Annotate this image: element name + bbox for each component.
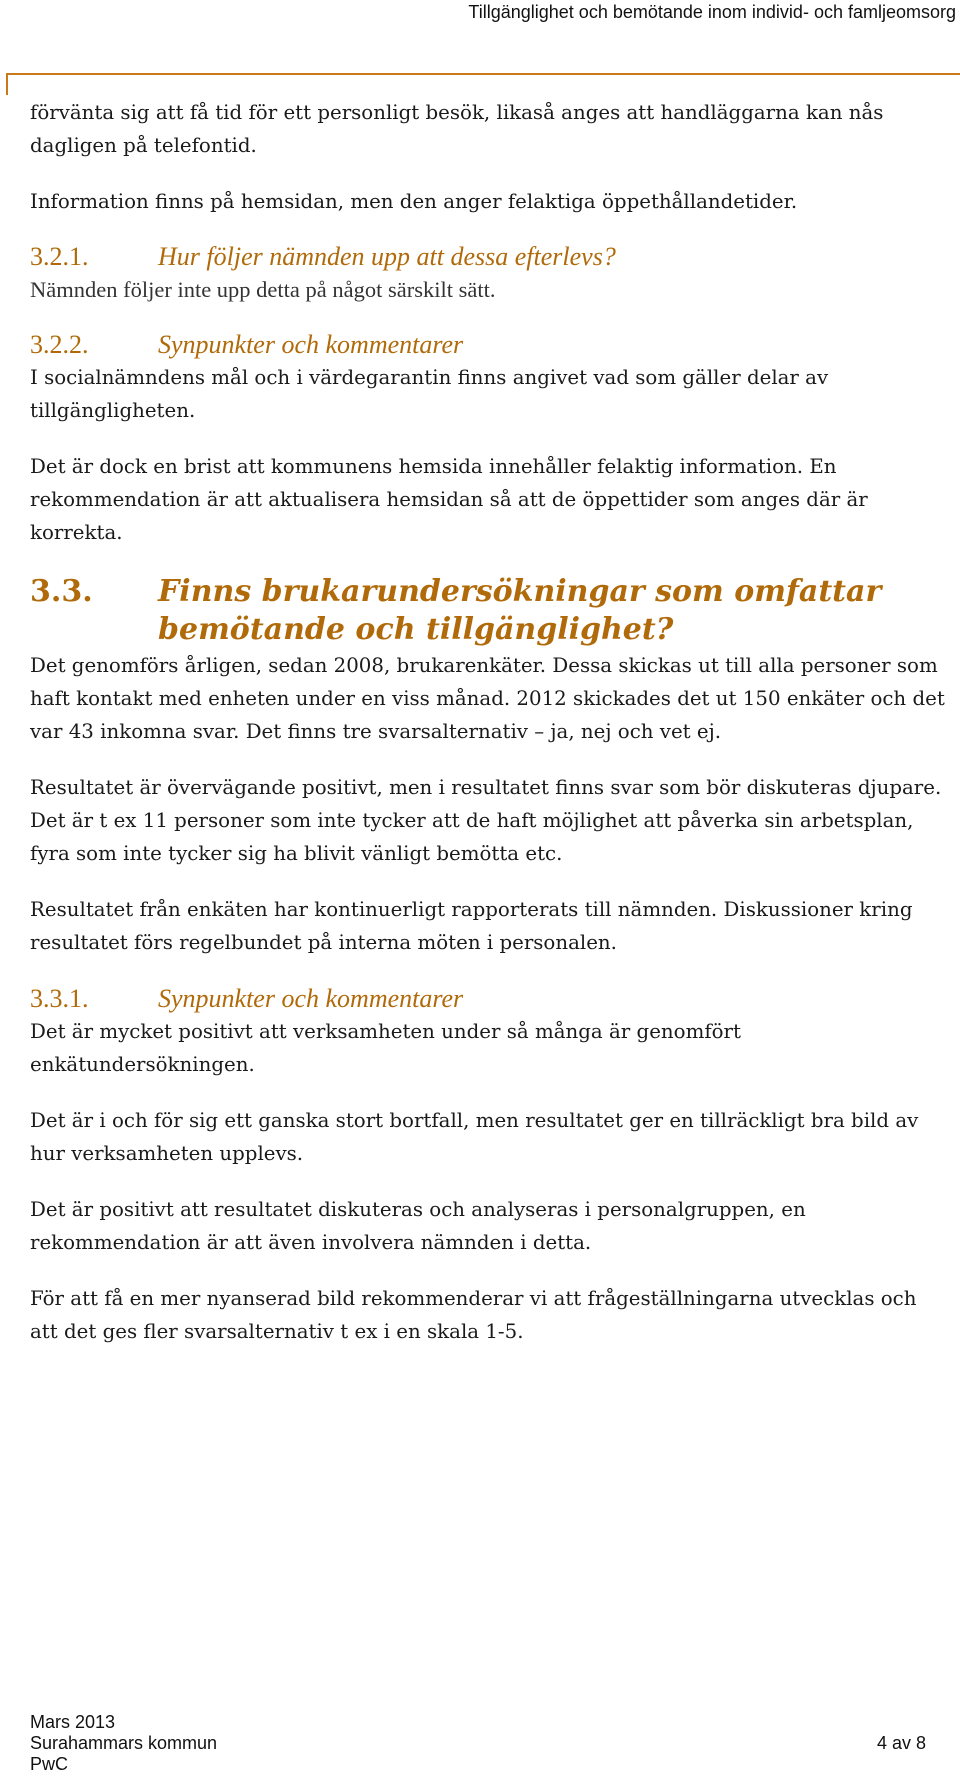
paragraph: Det är dock en brist att kommunens hemsida innehåller felaktig information. En rekommendation är att aktualisera hemsidan så att de öppettider som anges där är korrekta. [30,455,868,544]
section-heading-3-3-1 [30,982,950,1015]
paragraph: För att få en mer nyanserad bild rekommenderar vi att frågeställningarna utvecklas och att det ges fler svarsalternativ t ex i en skala 1-5. [30,1287,917,1343]
heading-title: Synpunkter och kommentarer [158,330,464,359]
heading-title: Finns brukarundersökningar som omfattar bemötande och tillgänglighet? [158,574,882,647]
page-content [30,96,950,1348]
heading-number: 3.2.1. [30,242,89,271]
paragraph: I socialnämndens mål och i värdegarantin finns angivet vad som gäller delar av tillgängligheten. [30,366,829,422]
heading-title: Hur följer nämnden upp att dessa efterlevs? [158,242,616,271]
header-rule [6,73,960,75]
heading-number: 3.3. [30,574,93,609]
heading-number: 3.3.1. [30,984,89,1013]
paragraph: Resultatet är övervägande positivt, men i resultatet finns svar som bör diskuteras djupare. Det är t ex 11 personer som inte tycker att de haft möjlighet att påverka sin arbetsplan, fyra som inte tycker sig ha blivit vänligt bemötta etc. [30,776,942,865]
paragraph: Det är positivt att resultatet diskuteras och analyseras i personalgruppen, en rekommendation är att även involvera nämnden i detta. [30,1198,806,1254]
header-corner-mark [6,73,8,95]
paragraph: Nämnden följer inte upp detta på något särskilt sätt. [30,277,496,302]
paragraph: förvänta sig att få tid för ett personligt besök, likaså anges att handläggarna kan nås dagligen på telefontid. [30,101,884,157]
paragraph: Det är i och för sig ett ganska stort bortfall, men resultatet ger en tillräckligt bra bild av hur verksamheten upplevs. [30,1109,919,1165]
section-heading-3-2-1 [30,240,950,273]
paragraph: Det är mycket positivt att verksamheten under så många är genomfört enkätundersökningen. [30,1020,741,1076]
page-number: 4 av 8 [876,1733,926,1753]
paragraph: Det genomförs årligen, sedan 2008, brukarenkäter. Dessa skickas ut till alla personer som haft kontakt med enheten under en viss månad. 2012 skickades det ut 150 enkäter och det var 43 inkomna svar. Det finns tre svarsalternativ – ja, nej och vet ej. [30,654,945,743]
heading-title: Synpunkter och kommentarer [158,984,464,1013]
running-header: Tillgänglighet och bemötande inom individ- och famljeomsorg [468,2,956,22]
footer-info [30,1712,217,1775]
section-heading-3-3 [30,573,950,649]
heading-number: 3.2.2. [30,330,89,359]
paragraph: Resultatet från enkäten har kontinuerligt rapporterats till nämnden. Diskussioner kring resultatet förs regelbundet på interna möten i personalen. [30,898,913,954]
footer-municipality: Surahammars kommun [30,1733,218,1753]
footer-date: Mars 2013 [30,1712,116,1732]
paragraph: Information finns på hemsidan, men den anger felaktiga öppethållandetider. [30,190,798,213]
section-heading-3-2-2 [30,328,950,361]
footer-company: PwC [30,1754,69,1774]
